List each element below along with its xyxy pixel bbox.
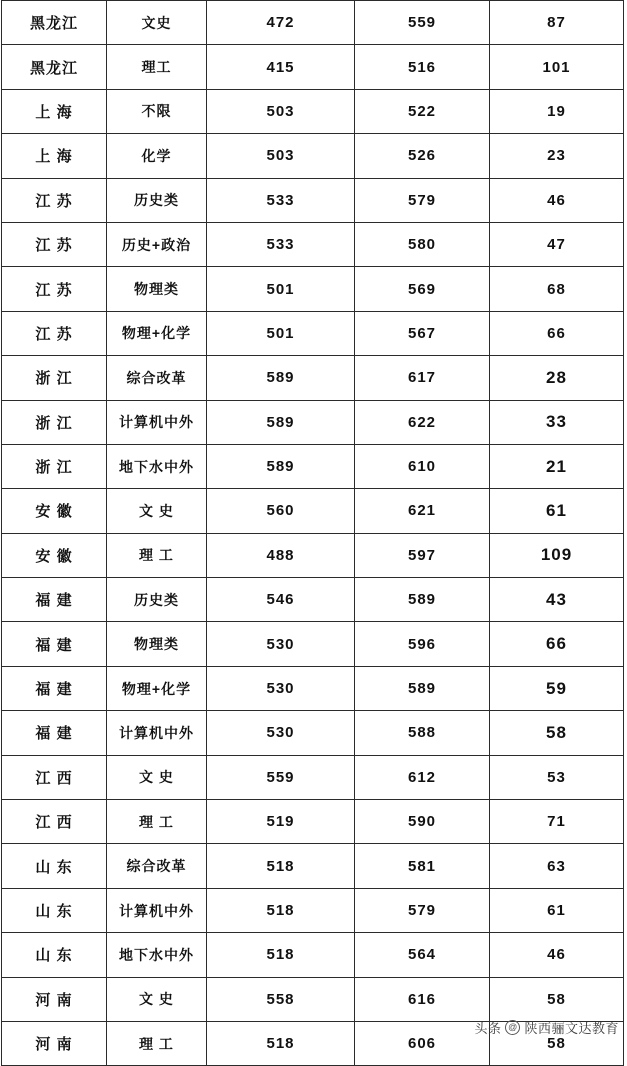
watermark-name: 陕西骊文达教育 [524,1021,619,1036]
cell-admission-score: 597 [355,533,490,577]
cell-difference: 109 [490,533,624,577]
cell-control-line: 546 [207,578,355,622]
cell-subject-type: 物理+化学 [107,311,207,355]
cell-admission-score: 610 [355,444,490,488]
cell-difference: 66 [490,311,624,355]
cell-subject-type: 物理类 [107,267,207,311]
table-body [2,1,624,1066]
cell-control-line: 503 [207,89,355,133]
cell-province: 江 苏 [2,222,107,266]
cell-admission-score: 596 [355,622,490,666]
cell-subject-type: 计算机中外 [107,400,207,444]
table-row [2,356,624,400]
cell-admission-score: 579 [355,178,490,222]
table-row [2,933,624,977]
watermark [474,1018,619,1037]
cell-subject-type: 文史 [107,1,207,45]
table-row [2,711,624,755]
cell-control-line: 533 [207,222,355,266]
cell-control-line: 501 [207,267,355,311]
admission-score-table [1,0,624,1066]
table-row [2,45,624,89]
cell-difference: 46 [490,933,624,977]
cell-difference: 66 [490,622,624,666]
cell-control-line: 589 [207,444,355,488]
cell-admission-score: 590 [355,800,490,844]
cell-province: 江 西 [2,755,107,799]
cell-difference: 28 [490,356,624,400]
table-row [2,844,624,888]
table-row [2,400,624,444]
cell-admission-score: 559 [355,1,490,45]
cell-control-line: 589 [207,356,355,400]
cell-subject-type: 物理+化学 [107,666,207,710]
table-row [2,222,624,266]
cell-admission-score: 567 [355,311,490,355]
cell-difference: 58 [490,1021,624,1065]
cell-difference: 68 [490,267,624,311]
cell-admission-score: 526 [355,134,490,178]
cell-control-line: 530 [207,622,355,666]
cell-subject-type: 历史类 [107,578,207,622]
cell-subject-type: 理 工 [107,800,207,844]
cell-admission-score: 581 [355,844,490,888]
cell-province: 福 建 [2,711,107,755]
watermark-prefix: 头条 [474,1021,502,1036]
cell-control-line: 558 [207,977,355,1021]
cell-subject-type: 理工 [107,45,207,89]
table-row [2,888,624,932]
cell-province: 上 海 [2,89,107,133]
cell-province: 山 东 [2,933,107,977]
table-row [2,178,624,222]
cell-subject-type: 理 工 [107,1021,207,1065]
cell-admission-score: 569 [355,267,490,311]
cell-difference: 46 [490,178,624,222]
cell-province: 浙 江 [2,444,107,488]
cell-admission-score: 622 [355,400,490,444]
cell-province: 黑龙江 [2,45,107,89]
cell-subject-type: 文 史 [107,489,207,533]
cell-admission-score: 616 [355,977,490,1021]
cell-difference: 59 [490,666,624,710]
cell-province: 江 苏 [2,267,107,311]
cell-subject-type: 不限 [107,89,207,133]
cell-control-line: 530 [207,711,355,755]
cell-control-line: 530 [207,666,355,710]
cell-admission-score: 617 [355,356,490,400]
cell-admission-score: 516 [355,45,490,89]
table-row [2,755,624,799]
cell-control-line: 519 [207,800,355,844]
cell-admission-score: 621 [355,489,490,533]
cell-subject-type: 地下水中外 [107,444,207,488]
cell-province: 黑龙江 [2,1,107,45]
cell-control-line: 560 [207,489,355,533]
table-row [2,578,624,622]
table-row [2,800,624,844]
cell-subject-type: 理 工 [107,533,207,577]
cell-province: 福 建 [2,622,107,666]
cell-province: 浙 江 [2,400,107,444]
cell-admission-score: 606 [355,1021,490,1065]
table-row [2,666,624,710]
cell-admission-score: 564 [355,933,490,977]
cell-admission-score: 588 [355,711,490,755]
cell-control-line: 503 [207,134,355,178]
cell-province: 安 徽 [2,489,107,533]
cell-subject-type: 地下水中外 [107,933,207,977]
watermark-circle-icon: @ [505,1020,520,1035]
cell-difference: 101 [490,45,624,89]
cell-control-line: 415 [207,45,355,89]
cell-difference: 33 [490,400,624,444]
cell-province: 河 南 [2,1021,107,1065]
cell-admission-score: 589 [355,578,490,622]
cell-province: 福 建 [2,666,107,710]
cell-province: 上 海 [2,134,107,178]
cell-subject-type: 历史+政治 [107,222,207,266]
cell-difference: 47 [490,222,624,266]
cell-control-line: 518 [207,933,355,977]
cell-control-line: 589 [207,400,355,444]
cell-subject-type: 物理类 [107,622,207,666]
cell-difference: 63 [490,844,624,888]
cell-difference: 21 [490,444,624,488]
table-row [2,1,624,45]
cell-subject-type: 文 史 [107,977,207,1021]
table-row [2,533,624,577]
cell-control-line: 518 [207,844,355,888]
cell-control-line: 559 [207,755,355,799]
cell-subject-type: 综合改革 [107,356,207,400]
table-row [2,977,624,1021]
cell-admission-score: 579 [355,888,490,932]
cell-control-line: 472 [207,1,355,45]
cell-subject-type: 历史类 [107,178,207,222]
cell-difference: 23 [490,134,624,178]
cell-subject-type: 化学 [107,134,207,178]
cell-province: 河 南 [2,977,107,1021]
cell-subject-type: 综合改革 [107,844,207,888]
cell-province: 江 苏 [2,311,107,355]
cell-province: 福 建 [2,578,107,622]
table-row [2,134,624,178]
cell-admission-score: 612 [355,755,490,799]
cell-control-line: 533 [207,178,355,222]
cell-subject-type: 计算机中外 [107,888,207,932]
cell-difference: 61 [490,489,624,533]
cell-admission-score: 522 [355,89,490,133]
table-row [2,622,624,666]
cell-difference: 87 [490,1,624,45]
cell-difference: 58 [490,711,624,755]
cell-province: 江 西 [2,800,107,844]
cell-difference: 53 [490,755,624,799]
cell-admission-score: 580 [355,222,490,266]
cell-difference: 71 [490,800,624,844]
cell-control-line: 518 [207,888,355,932]
cell-subject-type: 文 史 [107,755,207,799]
cell-province: 山 东 [2,844,107,888]
cell-control-line: 518 [207,1021,355,1065]
cell-control-line: 488 [207,533,355,577]
cell-control-line: 501 [207,311,355,355]
cell-admission-score: 589 [355,666,490,710]
cell-province: 安 徽 [2,533,107,577]
cell-difference: 58 [490,977,624,1021]
cell-subject-type: 计算机中外 [107,711,207,755]
cell-difference: 61 [490,888,624,932]
table-row [2,267,624,311]
cell-province: 浙 江 [2,356,107,400]
cell-difference: 19 [490,89,624,133]
table-row [2,489,624,533]
cell-province: 山 东 [2,888,107,932]
table-row [2,444,624,488]
table-row [2,311,624,355]
table-row [2,89,624,133]
cell-difference: 43 [490,578,624,622]
cell-province: 江 苏 [2,178,107,222]
